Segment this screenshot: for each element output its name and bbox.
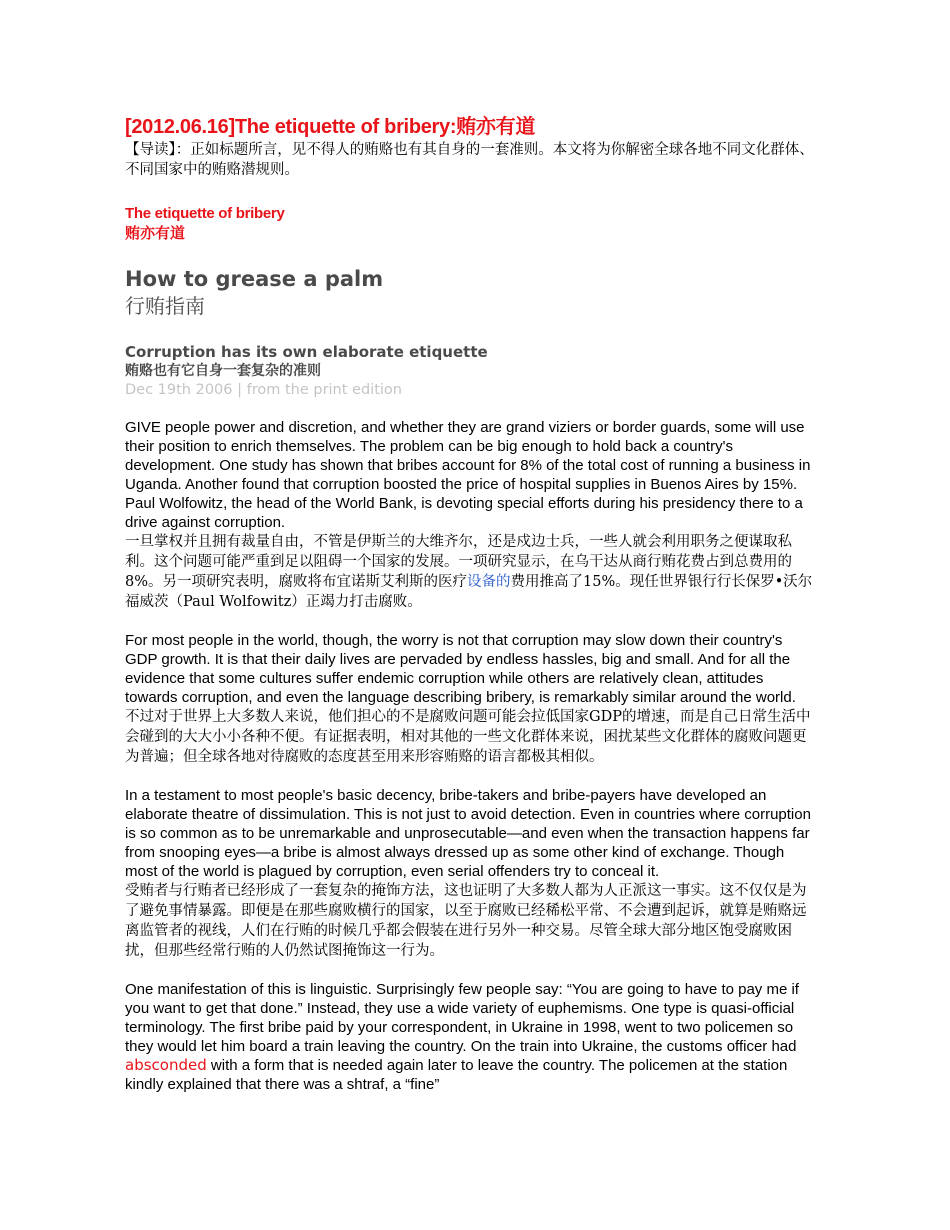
paragraph-english: GIVE people power and discretion, and whether they are grand viziers or border guards, some will use their position to enrich themselves. The problem can be big enough to hold back a country's development. One study has shown that bribes account for 8% of the total cost of running a business in Uganda. Another found that corruption boosted the price of hospital supplies in Buenos Aires by 15%. Paul Wolfowitz, the head of the World Bank, is devoting special efforts during his presidency there to a drive against corruption.	[125, 419, 811, 531]
paragraph-english: For most people in the world, though, the worry is not that corruption may slow down their country's GDP growth. It is that their daily lives are pervaded by endless hassles, big and small. And for all the evidence that some cultures suffer endemic corruption while others are relatively clean, attitudes towards corruption, and even the language describing bribery, is remarkably similar around the world.	[125, 632, 796, 706]
paragraph-english	[125, 980, 815, 1094]
intro-text: 【导读】：正如标题所言，见不得人的贿赂也有其自身的一套准则。本文将为你解密全球各地不同文化群体、不同国家中的贿赂潜规则。	[125, 142, 814, 178]
paragraph-4	[125, 980, 815, 1094]
rubric-chinese: 贿赂也有它自身一套复杂的准则	[125, 363, 321, 379]
paragraph-chinese: 受贿者与行贿者已经形成了一套复杂的掩饰方法，这也证明了大多数人都为人正派这一事实。这不仅仅是为了避免事情暴露。即便是在那些腐败横行的国家，以至于腐败已经稀松平常、不会遭到起诉，就算是贿赂远离监管者的视线，人们在行贿的时候几乎都会假装在进行另外一种交易。尽管全球大部分地区饱受腐败困扰，但那些经常行贿的人仍然试图掩饰这一行为。	[125, 883, 807, 959]
article-body	[125, 418, 815, 1094]
subtitle-english: The etiquette of bribery	[125, 205, 285, 222]
paragraph-english-part: with a form that is needed again later to leave the country. The policemen at the station kindly explained that there was a shtraf, a “fine”	[125, 1057, 788, 1093]
highlighted-word: absconded	[125, 1056, 207, 1074]
paragraph-chinese: 不过对于世界上大多数人来说，他们担心的不是腐败问题可能会拉低国家GDP的增速，而是自己日常生活中会碰到的大大小小各种不便。有证据表明，相对其他的一些文化群体来说，困扰某些文化群体的腐败问题更为普遍；但全球各地对待腐败的态度甚至用来形容贿赂的语言都极其相似。	[125, 709, 811, 765]
paragraph-chinese	[125, 532, 815, 612]
paragraph-english: In a testament to most people's basic decency, bribe-takers and bribe-payers have developed an elaborate theatre of dissimulation. This is not just to avoid detection. Even in countries where corruption is so common as to be unremarkable and unprosecutable—and even when the transaction happens far from snooping eyes—a bribe is almost always dressed up as some other kind of exchange. Though most of the world is plagued by corruption, even serial offenders try to conceal it.	[125, 787, 811, 880]
paragraph-2	[125, 631, 815, 767]
subtitle-chinese: 贿亦有道	[125, 225, 186, 242]
paragraph-1	[125, 418, 815, 612]
paragraph-chinese-part: 一旦掌权并且拥有裁量自由，不管是伊斯兰的大维齐尔，还是戍边士兵，一些人就会利用职务之便谋取私利。这个问题可能严重到足以阻碍一个国家的发展。一项研究显示，在乌干达从商行贿花费占到总费用的8%。另一项研究表明，腐败将布宜诺斯艾利斯的医疗	[125, 534, 792, 590]
dateline: Dec 19th 2006 | from the print edition	[125, 382, 402, 398]
paragraph-english-part: One manifestation of this is linguistic. Surprisingly few people say: “You are going to have to pay me if you want to get that done.” Instead, they use a wide variety of euphemisms. One type is quasi-official terminology. The first bribe paid by your correspondent, in Ukraine in 1998, went to two policemen so they would let him board a train leaving the country. On the train into Ukraine, the customs officer had	[125, 981, 799, 1055]
article	[125, 114, 815, 1113]
headline-english: How to grease a palm	[125, 267, 384, 291]
paragraph-3	[125, 786, 815, 961]
rubric-english: Corruption has its own elaborate etiquette	[125, 343, 488, 361]
equipment-link[interactable]: 设备的	[467, 574, 511, 590]
headline-chinese: 行贿指南	[125, 294, 205, 318]
paragraph-chinese-part: 费用推高了15%。现任世界银行行长保罗•沃尔福威茨（Paul Wolfowitz）正竭力打击腐败。	[125, 574, 813, 610]
article-title: [2012.06.16]The etiquette of bribery:贿亦有道	[125, 116, 536, 138]
